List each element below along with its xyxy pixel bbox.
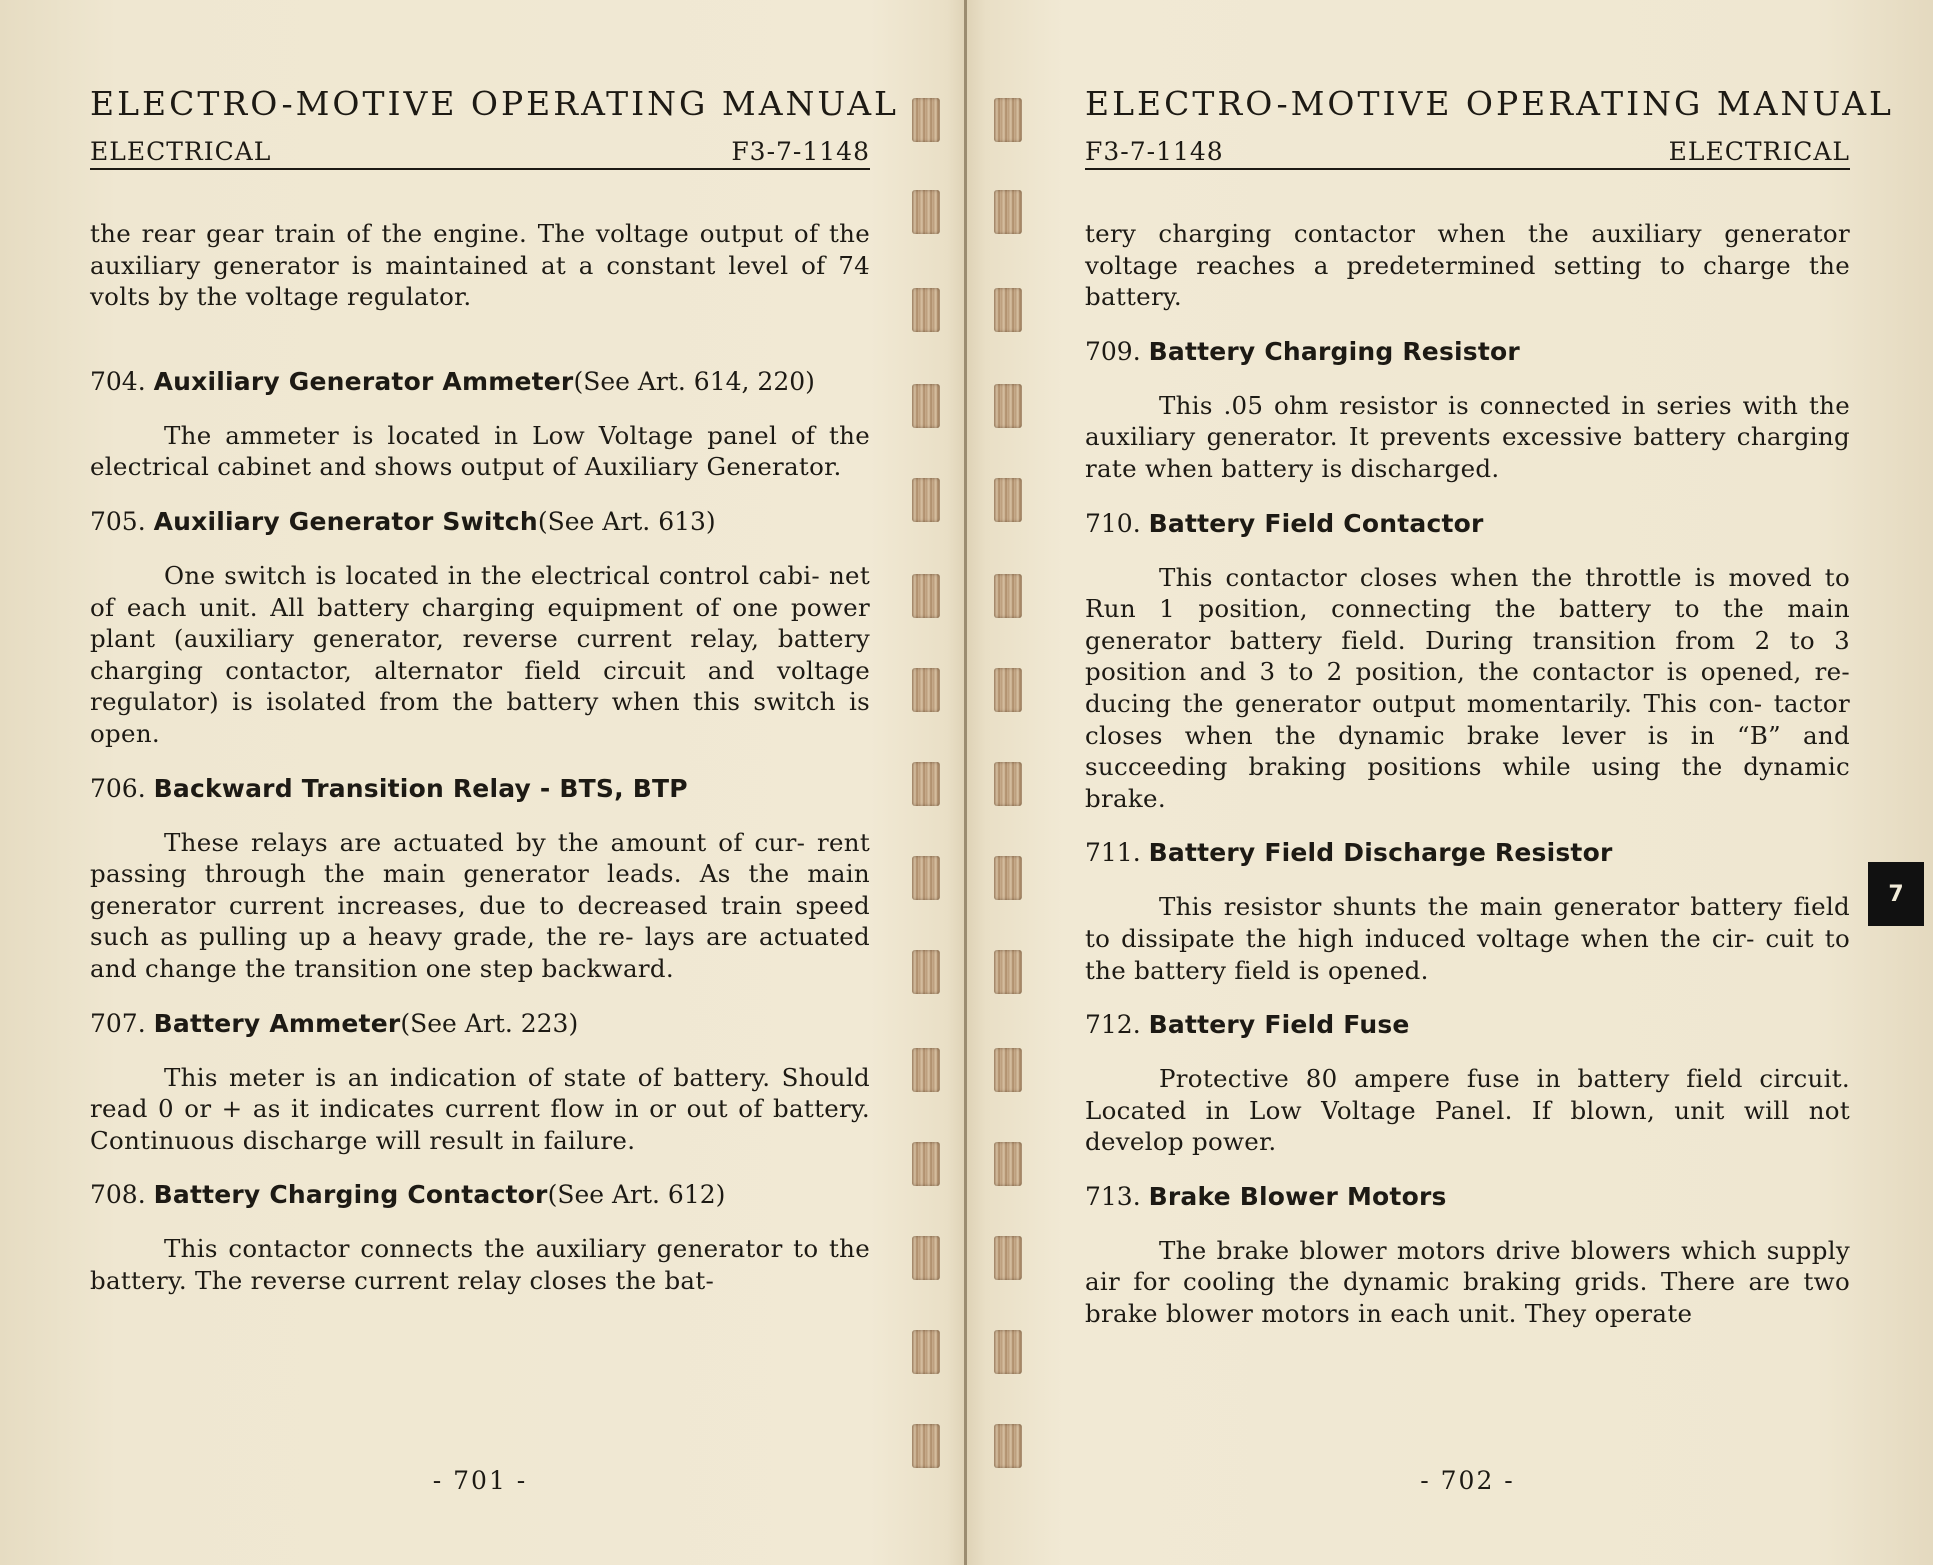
article-heading (1085, 337, 1850, 366)
manual-title: ELECTRO-MOTIVE OPERATING MANUAL (1085, 84, 1894, 123)
binding-ring (912, 668, 940, 712)
binding-ring (994, 1236, 1022, 1280)
running-header (90, 136, 870, 170)
binding-ring (912, 1236, 940, 1280)
binding-ring (994, 1048, 1022, 1092)
binding-ring (912, 574, 940, 618)
binding-ring (994, 288, 1022, 332)
section-label: ELECTRICAL (90, 137, 272, 166)
binding-ring (912, 384, 940, 428)
article-text: This contactor closes when the throttle is moved to Run 1 position, connecting the battery to the main generator battery field. During transition from 2 to 3 position and 3 to 2 position, the contactor is opened, re- ducing the generator output momentarily. This con- tactor closes when the dynamic brake lever is in “B” and succeeding braking positions while using the dynamic brake. (1085, 562, 1850, 813)
binding-ring (912, 950, 940, 994)
binding-ring (912, 1330, 940, 1374)
article-heading (1085, 1182, 1850, 1211)
article-text: The ammeter is located in Low Voltage panel of the electrical cabinet and shows output of Auxiliary Generator. (90, 420, 870, 482)
article-text: These relays are actuated by the amount of cur- rent passing through the main generator leads. As the main generator current increases, due to decreased train speed such as pulling up a heavy grade, the re- lays are actuated and change the transition one step backward. (90, 827, 870, 983)
article-text: The brake blower motors drive blowers which supply air for cooling the dynamic braking grids. There are two brake blower motors in each unit. They operate (1085, 1235, 1850, 1329)
article-title: Battery Charging Resistor (1148, 336, 1520, 366)
binding-ring (994, 950, 1022, 994)
article-heading (1085, 1010, 1850, 1039)
article-heading (1085, 838, 1850, 867)
binding-ring (994, 478, 1022, 522)
article-heading (1085, 509, 1850, 538)
article-number: 705. (90, 506, 146, 536)
binding-ring (912, 1424, 940, 1468)
binding-ring (994, 190, 1022, 234)
binding-ring (994, 668, 1022, 712)
article-number: 710. (1085, 508, 1141, 538)
article-title: Battery Field Contactor (1148, 508, 1484, 538)
page-number: - 702 - (1420, 1466, 1515, 1495)
article-reference: (See Art. 223) (400, 1008, 579, 1038)
binding-ring (994, 98, 1022, 142)
article-heading (90, 507, 870, 536)
article-heading (90, 1009, 870, 1038)
article-title: Backward Transition Relay - BTS, BTP (153, 773, 688, 803)
binding-ring (994, 762, 1022, 806)
article-text: This .05 ohm resistor is connected in series with the auxiliary generator. It prevents excessive battery charging rate when battery is discharged. (1085, 390, 1850, 483)
article-reference: (See Art. 613) (537, 506, 716, 536)
article-reference: (See Art. 614, 220) (573, 366, 815, 396)
model-number: F3-7-1148 (1085, 137, 1224, 166)
model-number: F3-7-1148 (731, 137, 870, 166)
binding-ring (912, 478, 940, 522)
continued-paragraph: the rear gear train of the engine. The voltage output of the auxiliary generator is maintained at a constant level of 74 volts by the voltage regulator. (90, 219, 870, 312)
article-title: Battery Field Fuse (1148, 1010, 1410, 1040)
binding-ring (994, 1142, 1022, 1186)
spine-divider (964, 0, 967, 1565)
article-number: 707. (90, 1008, 146, 1038)
article-title: Battery Field Discharge Resistor (1148, 838, 1613, 868)
binding-ring (994, 384, 1022, 428)
left-page (90, 0, 899, 1565)
article-text: This meter is an indication of state of battery. Should read 0 or + as it indicates current flow in or out of battery. Continuous discharge will result in failure. (90, 1062, 870, 1155)
article-heading (90, 774, 870, 803)
article-text: This contactor connects the auxiliary generator to the battery. The reverse current relay closes the bat- (90, 1234, 870, 1295)
article-number: 712. (1085, 1010, 1141, 1040)
article-number: 711. (1085, 838, 1141, 868)
article-number: 713. (1085, 1181, 1141, 1211)
binding-ring (912, 856, 940, 900)
binding-ring (912, 1048, 940, 1092)
binding-ring (994, 1330, 1022, 1374)
article-title: Auxiliary Generator Ammeter (153, 366, 574, 396)
manual-title: ELECTRO-MOTIVE OPERATING MANUAL (90, 84, 899, 123)
binding-ring (912, 190, 940, 234)
binding-ring (912, 288, 940, 332)
article-number: 708. (90, 1180, 146, 1210)
article-reference: (See Art. 612) (547, 1180, 726, 1210)
page-body (90, 218, 870, 1296)
binding-ring (912, 98, 940, 142)
article-title: Brake Blower Motors (1148, 1181, 1447, 1211)
article-text: This resistor shunts the main generator battery field to dissipate the high induced voltage when the cir- cuit to the battery field is opened. (1085, 892, 1850, 985)
binding-ring (912, 762, 940, 806)
article-title: Battery Charging Contactor (153, 1180, 548, 1210)
article-title: Battery Ammeter (153, 1008, 401, 1038)
article-number: 704. (90, 366, 146, 396)
running-header (1085, 136, 1850, 170)
section-label: ELECTRICAL (1668, 137, 1850, 166)
article-number: 709. (1085, 336, 1141, 366)
binding-ring (994, 856, 1022, 900)
article-heading (90, 1180, 870, 1209)
right-page (1085, 0, 1894, 1565)
continued-paragraph: tery charging contactor when the auxiliary generator voltage reaches a predetermined setting to charge the battery. (1085, 219, 1850, 312)
binding-ring (994, 1424, 1022, 1468)
article-heading (90, 367, 870, 396)
page-body (1085, 218, 1850, 1330)
binding-ring (912, 1142, 940, 1186)
article-text: Protective 80 ampere fuse in battery field circuit. Located in Low Voltage Panel. If blown, unit will not develop power. (1085, 1064, 1850, 1157)
section-thumb-tab[interactable]: 7 (1868, 862, 1924, 926)
page-number: - 701 - (432, 1466, 528, 1495)
article-title: Auxiliary Generator Switch (153, 506, 538, 536)
article-text: One switch is located in the electrical control cabi- net of each unit. All battery charging equipment of one power plant (auxiliary generator, reverse current relay, battery charging contactor, alternator field circuit and voltage regulator) is isolated from the battery when this switch is open. (90, 560, 870, 748)
article-number: 706. (90, 773, 146, 803)
binding-ring (994, 574, 1022, 618)
